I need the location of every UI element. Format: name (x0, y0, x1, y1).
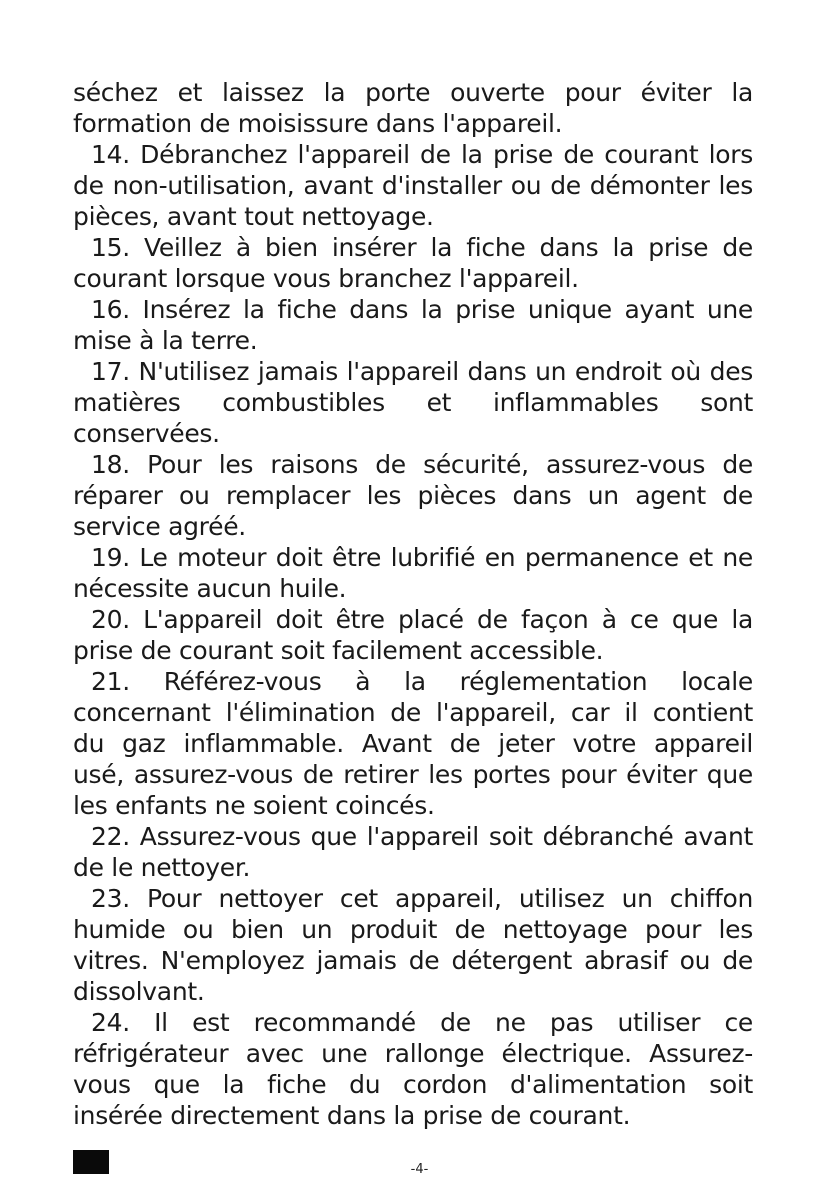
text-line: 16. Insérez la fiche dans la prise unique ayant une (91, 295, 753, 324)
text-line: mise à la terre. (73, 326, 258, 355)
text-line: dissolvant. (73, 977, 205, 1006)
text-line: vitres. N'employez jamais de détergent abrasif ou de (73, 946, 753, 975)
text-line: humide ou bien un produit de nettoyage pour les (73, 915, 753, 944)
body-text (73, 77, 753, 1131)
text-line: vous que la fiche du cordon d'alimentation soit (73, 1070, 753, 1099)
text-line: matières combustibles et inflammables sont (73, 388, 753, 417)
text-line: réfrigérateur avec une rallonge électrique. Assurez- (73, 1039, 753, 1068)
text-line: 17. N'utilisez jamais l'appareil dans un endroit où des (91, 357, 753, 386)
text-line: usé, assurez-vous de retirer les portes pour éviter que (73, 760, 753, 789)
text-line: pièces, avant tout nettoyage. (73, 202, 434, 231)
text-line: formation de moisissure dans l'appareil. (73, 109, 563, 138)
text-line: séchez et laissez la porte ouverte pour éviter la (73, 78, 753, 107)
text-line: réparer ou remplacer les pièces dans un agent de (73, 481, 753, 510)
text-line: service agréé. (73, 512, 246, 541)
text-line: insérée directement dans la prise de courant. (73, 1101, 631, 1130)
text-line: concernant l'élimination de l'appareil, car il contient (73, 698, 753, 727)
text-line: du gaz inflammable. Avant de jeter votre appareil (73, 729, 753, 758)
text-line: les enfants ne soient coincés. (73, 791, 435, 820)
text-line: conservées. (73, 419, 220, 448)
text-line: 24. Il est recommandé de ne pas utiliser ce (91, 1008, 753, 1037)
text-line: de le nettoyer. (73, 853, 251, 882)
text-line: courant lorsque vous branchez l'appareil. (73, 264, 579, 293)
text-line: 18. Pour les raisons de sécurité, assurez-vous de (91, 450, 753, 479)
page-number: -4- (410, 1162, 429, 1177)
text-line: 14. Débranchez l'appareil de la prise de courant lors (91, 140, 753, 169)
text-line: nécessite aucun huile. (73, 574, 347, 603)
text-line: 19. Le moteur doit être lubrifié en permanence et ne (91, 543, 753, 572)
text-line: 23. Pour nettoyer cet appareil, utilisez un chiffon (91, 884, 753, 913)
text-line: 21. Référez-vous à la réglementation locale (91, 667, 753, 696)
text-line: prise de courant soit facilement accessible. (73, 636, 604, 665)
text-line: 22. Assurez-vous que l'appareil soit débranché avant (91, 822, 753, 851)
text-line: 20. L'appareil doit être placé de façon à ce que la (91, 605, 753, 634)
text-line: de non-utilisation, avant d'installer ou de démonter les (73, 171, 753, 200)
text-line: 15. Veillez à bien insérer la fiche dans la prise de (91, 233, 753, 262)
